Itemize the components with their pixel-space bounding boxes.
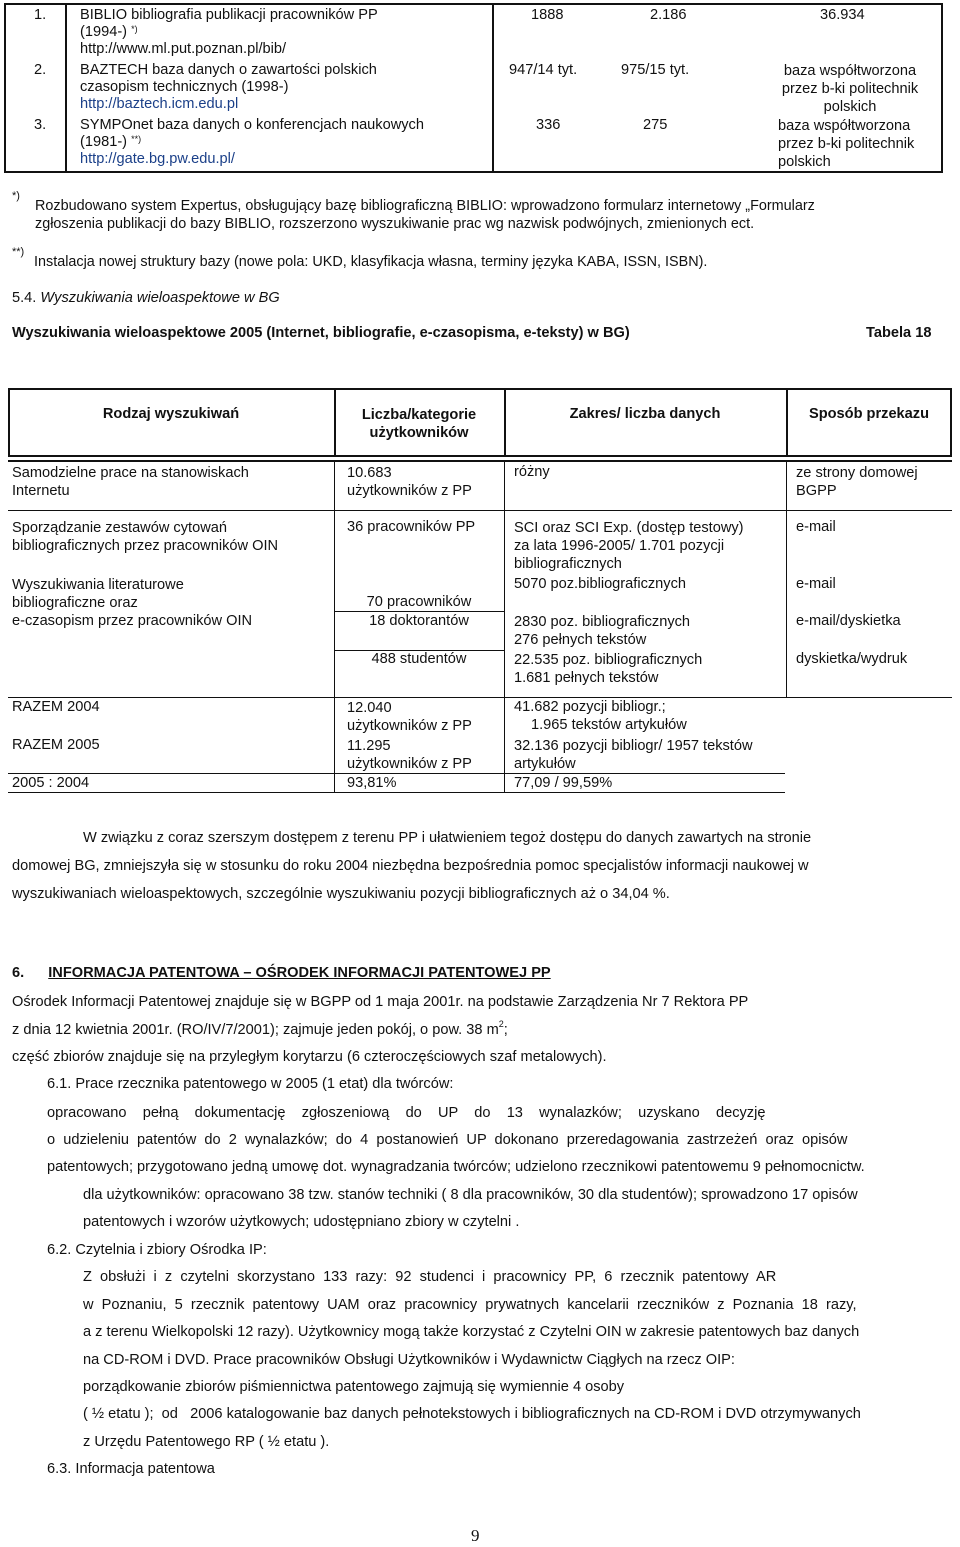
value-cell: 36.934 xyxy=(820,7,865,23)
table-cell: 36 pracowników PP xyxy=(347,519,476,535)
database-name: BAZTECH baza danych o zawartości polskich czasopism technicznych (1998-) http://baztech.icm.edu.pl xyxy=(80,62,377,112)
note-cell: baza współtworzona przez b-ki politechnik polskich xyxy=(778,118,915,170)
table-cell: RAZEM 2004 xyxy=(12,699,100,715)
table-cell: e-mail xyxy=(796,519,836,535)
paragraph-line: o udzieleniu patentów do 2 wynalazków; do 4 postanowień UP dokonano przeredagowania zastrzeżeń oraz opisów xyxy=(47,1132,848,1148)
section-heading: 6. INFORMACJA PATENTOWA – OŚRODEK INFORMACJI PATENTOWEJ PP xyxy=(12,965,551,981)
table-cell: ze strony domowej BGPP xyxy=(796,465,918,499)
table-cell: 22.535 poz. bibliograficznych 1.681 pełnych tekstów xyxy=(514,652,703,686)
paragraph-line: część zbiorów znajduje się na przyległym korytarzu (6 czteroczęściowych szaf metalowych). xyxy=(12,1049,607,1065)
value-cell: 275 xyxy=(643,117,668,133)
table-cell: 1.965 tekstów artykułów xyxy=(531,717,687,733)
database-link[interactable]: http://www.ml.put.poznan.pl/bib/ xyxy=(80,41,287,57)
paragraph-line: wyszukiwaniach wieloaspektowych, szczególnie wyszukiwaniu pozycji bibliograficznych aż o 34,04 %. xyxy=(12,886,670,902)
subsection-heading: 6.2. Czytelnia i zbiory Ośrodka IP: xyxy=(47,1242,267,1258)
table-cell: 70 pracowników xyxy=(366,594,472,610)
row-number: 1. xyxy=(34,7,47,23)
page-number: 9 xyxy=(471,1526,480,1545)
database-link[interactable]: http://gate.bg.pw.edu.pl/ xyxy=(80,151,235,167)
table-cell: e-mail xyxy=(796,576,836,592)
value-cell: 947/14 tyt. xyxy=(509,62,578,78)
table-cell: 2005 : 2004 xyxy=(12,775,90,791)
note-cell: baza współtworzona przez b-ki politechnik polskich xyxy=(781,63,919,115)
table-cell: 18 doktorantów xyxy=(369,613,469,629)
footnote-2: Instalacja nowej struktury bazy (nowe pola: UKD, klasyfikacja własna, terminy języka KABA, ISSN, ISBN). xyxy=(34,254,708,270)
table-cell: różny xyxy=(514,464,550,480)
subsection-heading: 6.3. Informacja patentowa xyxy=(47,1461,215,1477)
paragraph-line: z dnia 12 kwietnia 2001r. (RO/IV/7/2001); zajmuje jeden pokój, o pow. 38 $m^2$; xyxy=(12,1019,508,1038)
footnote-1: Rozbudowano system Expertus, obsługujący bazę bibliograficzną BIBLIO: wprowadzono formularz internetowy „Formularz zgłoszenia publikacji do bazy BIBLIO, rozszerzono wyszukiwanie prac wg nazwisk podwójnych, zmienionych ect. xyxy=(35,198,815,232)
value-cell: 1888 xyxy=(531,7,564,23)
row-number: 3. xyxy=(34,117,47,133)
table-cell: 11.295 użytkowników z PP xyxy=(347,738,472,772)
footnote-mark: **) xyxy=(12,246,25,258)
paragraph-line: Z obsłużi i z czytelni skorzystano 133 razy: 92 studenci i pracownicy PP, 6 rzecznik patentowy AR xyxy=(83,1269,777,1285)
database-link[interactable]: http://baztech.icm.edu.pl xyxy=(80,96,239,112)
paragraph-line: W związku z coraz szerszym dostępem z terenu PP i ułatwieniem tegoż dostępu do danych zawartych na stronie xyxy=(83,830,812,846)
table-cell: 10.683 użytkowników z PP xyxy=(347,465,472,499)
paragraph-line: z Urzędu Patentowego RP ( ½ etatu ). xyxy=(83,1434,330,1450)
footnote-mark: *) xyxy=(12,190,20,202)
table-cell: 488 studentów xyxy=(371,651,467,667)
table-cell: e-mail/dyskietka xyxy=(796,613,901,629)
table-label: Tabela 18 xyxy=(866,325,932,341)
paragraph-line: ( ½ etatu ); od 2006 katalogowanie baz danych pełnotekstowych i bibliograficznych na CD-ROM i DVD otrzymywanych xyxy=(83,1406,861,1422)
paragraph-line: patentowych i wzorów użytkowych; udostępniano zbiory w czytelni . xyxy=(83,1214,520,1230)
table-cell: 32.136 pozycji bibliogr/ 1957 tekstów artykułów xyxy=(514,738,753,772)
database-name: BIBLIO bibliografia publikacji pracowników PP (1994-) *) http://www.ml.put.poznan.pl/bib/ xyxy=(80,7,378,57)
paragraph-line: a z terenu Wielkopolski 12 razy). Użytkownicy mogą także korzystać z Czytelni OIN w zakresie patentowych baz danych xyxy=(83,1324,860,1340)
table-cell: Samodzielne prace na stanowiskach Internetu xyxy=(12,465,249,499)
paragraph-line: na CD-ROM i DVD. Prace pracowników Obsługi Użytkowników i Wydawnictw Ciągłych na rzecz OIP: xyxy=(83,1352,735,1368)
paragraph-line: porządkowanie zbiorów piśmiennictwa patentowego zajmują się wymiennie 4 osoby xyxy=(83,1379,625,1395)
table-cell: 2830 poz. bibliograficznych 276 pełnych tekstów xyxy=(514,614,691,648)
paragraph-line: domowej BG, zmniejszyła się w stosunku do roku 2004 niezbędna bezpośrednia pomoc specjalistów informacji naukowej w xyxy=(12,858,809,874)
value-cell: 336 xyxy=(536,117,561,133)
database-name: SYMPOnet baza danych o konferencjach naukowych (1981-) **) http://gate.bg.pw.edu.pl/ xyxy=(80,117,424,167)
header-cell: Sposób przekazu xyxy=(808,406,929,422)
table-cell: RAZEM 2005 xyxy=(12,737,100,753)
paragraph-line: opracowano pełną dokumentację zgłoszeniową do UP do 13 wynalazków; uzyskano decyzję xyxy=(47,1105,766,1121)
paragraph-line: patentowych; przygotowano jedną umowę dot. wynagradzania twórców; udzielono rzecznikowi patentowemu 9 pełnomocnictw. xyxy=(47,1159,865,1175)
value-cell: 2.186 xyxy=(650,7,687,23)
paragraph-line: dla użytkowników: opracowano 38 tzw. stanów techniki ( 8 dla pracowników, 30 dla studentów); sprowadzono 17 opisów xyxy=(83,1187,858,1203)
table-cell: 93,81% xyxy=(347,775,397,791)
table-cell: 41.682 pozycji bibliogr.; xyxy=(514,699,666,715)
value-cell: 975/15 tyt. xyxy=(621,62,690,78)
table-caption: Wyszukiwania wieloaspektowe 2005 (Internet, bibliografie, e-czasopisma, e-teksty) w BG) xyxy=(12,325,630,341)
header-cell: Liczba/kategorie użytkowników xyxy=(361,407,477,441)
table-cell: dyskietka/wydruk xyxy=(796,651,908,667)
subsection-heading: 6.1. Prace rzecznika patentowego w 2005 (1 etat) dla twórców: xyxy=(47,1076,454,1092)
paragraph-line: w Poznaniu, 5 rzecznik patentowy UAM oraz pracownicy prywatnych kancelarii rzeczników z Poznania 18 razy, xyxy=(83,1297,857,1313)
table-cell: 77,09 / 99,59% xyxy=(514,775,613,791)
table-cell: SCI oraz SCI Exp. (dostęp testowy) za lata 1996-2005/ 1.701 pozycji bibliograficznych xyxy=(514,520,744,572)
table-cell: Wyszukiwania literaturowe bibliograficzne oraz e-czasopism przez pracowników OIN xyxy=(12,577,253,629)
header-cell: Rodzaj wyszukiwań xyxy=(102,406,240,422)
table-cell: Sporządzanie zestawów cytowań bibliograficznych przez pracowników OIN xyxy=(12,520,279,554)
table-cell: 5070 poz.bibliograficznych xyxy=(514,576,686,592)
section-heading: 5.4. Wyszukiwania wieloaspektowe w BG xyxy=(12,290,280,306)
row-number: 2. xyxy=(34,62,47,78)
header-cell: Zakres/ liczba danych xyxy=(569,406,721,422)
paragraph-line: Ośrodek Informacji Patentowej znajduje się w BGPP od 1 maja 2001r. na podstawie Zarządzenia Nr 7 Rektora PP xyxy=(12,994,749,1010)
table-cell: 12.040 użytkowników z PP xyxy=(347,700,472,734)
